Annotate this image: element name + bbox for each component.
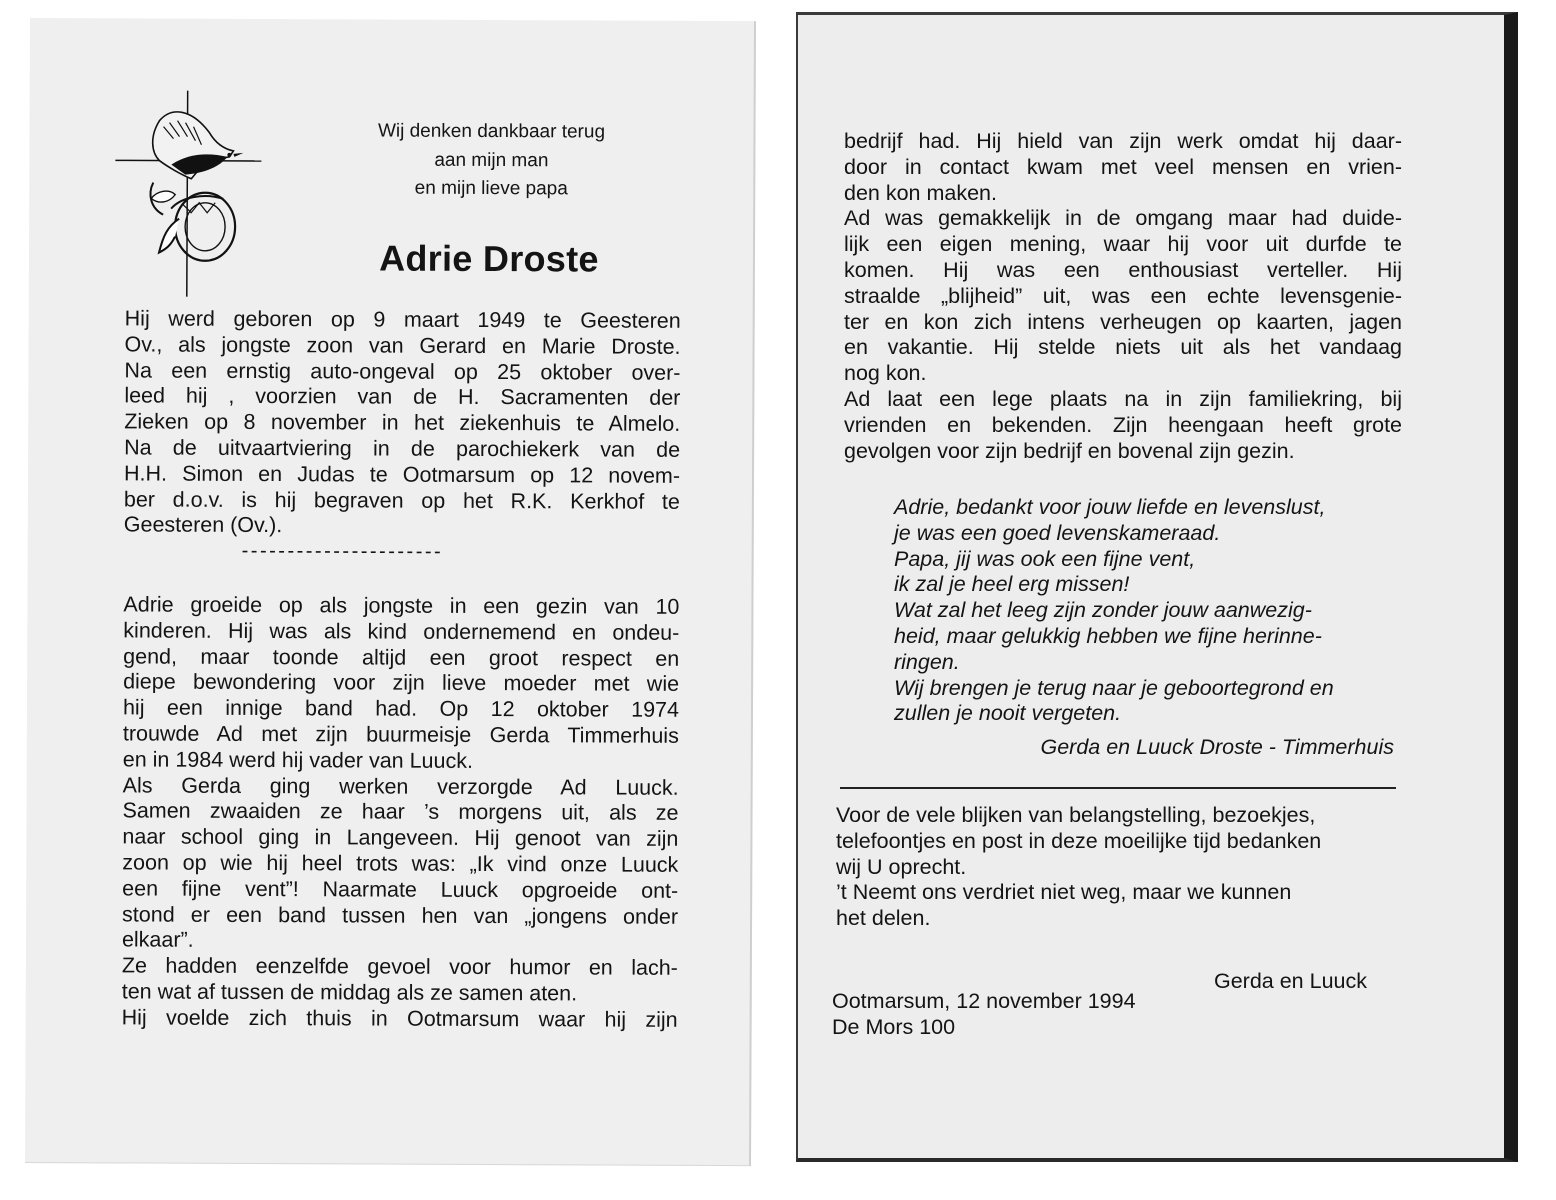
poem-line: ik zal je heel erg missen!	[894, 572, 1130, 597]
text-line: ter en kon zich intens verheugen op kaarten, jagen	[844, 309, 1402, 334]
poem-line: zullen je nooit vergeten.	[894, 701, 1122, 726]
text-line: H.H. Simon en Judas te Ootmarsum op 12 novem-	[123, 461, 681, 488]
text-line: nog kon.	[844, 361, 927, 386]
text-line: Na de uitvaartviering in de parochiekerk van de	[124, 435, 681, 462]
text-line: Geesteren (Ov.).	[123, 512, 283, 538]
text-line: door in contact kwam met veel mensen en vrien-	[844, 154, 1402, 179]
life-story-continued	[844, 129, 1402, 464]
cross-dove-horn-emblem	[111, 86, 272, 299]
text-line: Ov., als jongste zoon van Gerard en Marie Droste.	[124, 332, 681, 359]
text-line: ber d.o.v. is hij begraven op het R.K. Kerkhof te	[123, 486, 680, 514]
place-and-address	[832, 989, 1136, 1041]
poem-line: Adrie, bedankt voor jouw liefde en levenslust,	[894, 495, 1326, 519]
left-page	[25, 18, 756, 1166]
poem-signature: Gerda en Luuck Droste - Timmerhuis	[1040, 735, 1394, 759]
text-line: Voor de vele blijken van belangstelling, bezoekjes,	[836, 803, 1316, 827]
text-line: trouwde Ad met zijn buurmeisje Gerda Timmerhuis	[122, 721, 679, 748]
place-date: Ootmarsum, 12 november 1994	[832, 989, 1136, 1013]
text-line: Hij voelde zich thuis in Ootmarsum waar hij zijn	[121, 1005, 678, 1032]
poem-line: ringen.	[894, 649, 960, 674]
poem-line: je was een goed levenskameraad.	[894, 520, 1221, 545]
text-line: Adrie groeide op als jongste in een gezin van 10	[123, 592, 680, 619]
text-line: den kon maken.	[844, 180, 997, 205]
text-line: naar school ging in Langeveen. Hij genoot van zijn	[122, 824, 679, 852]
text-line: een fijne vent”! Naarmate Luuck opgroeide ont-	[122, 876, 679, 903]
dedication-line: aan mijn man	[434, 149, 549, 171]
text-line: wij U oprecht.	[836, 854, 967, 879]
thanks-paragraph	[836, 803, 1392, 932]
text-line: leed hij , voorzien van de H. Sacramenten der	[124, 383, 681, 411]
text-line: komen. Hij was een enthousiast verteller. Hij	[844, 257, 1402, 282]
text-line: en in 1984 werd hij vader van Luuck.	[122, 747, 474, 773]
separator-dashes: ----------------------	[241, 539, 444, 563]
text-line: lijk een eigen mening, waar hij voor uit durfde te	[844, 232, 1402, 257]
memorial-poem	[894, 495, 1398, 727]
family-signature: Gerda en Luuck	[1214, 969, 1367, 993]
poem-line: Wij brengen je terug naar je geboortegrond en	[894, 675, 1334, 700]
text-line: Ad was gemakkelijk in de omgang maar had duide-	[844, 206, 1402, 231]
address: De Mors 100	[832, 1014, 956, 1039]
text-line: elkaar”.	[121, 927, 194, 953]
text-line: vrienden en bekenden. Zijn heengaan heeft grote	[844, 412, 1402, 437]
text-line: Als Gerda ging werken verzorgde Ad Luuck.	[122, 772, 679, 800]
text-line: diepe bewondering voor zijn lieve moeder met wie	[123, 669, 680, 697]
text-line: en vakantie. Hij stelde niets uit als het vandaag	[844, 335, 1402, 360]
biography-paragraph	[124, 306, 681, 541]
poem-line: Wat zal het leeg zijn zonder jouw aanwezig-	[894, 598, 1312, 623]
text-line: telefoontjes en post in deze moeilijke tijd bedanken	[836, 828, 1322, 853]
text-line: kinderen. Hij was als kind ondernemend en ondeu-	[123, 618, 680, 645]
poem-line: heid, maar gelukkig hebben we fijne herinne-	[894, 623, 1322, 648]
horizontal-rule	[840, 787, 1396, 789]
text-line: zoon op wie hij heel trots was: „Ik vind onze Luuck	[122, 850, 679, 877]
text-line: stond er een band tussen hen van „jongens onder	[122, 901, 679, 929]
text-line: straalde „blijheid” uit, was een echte levensgenie-	[844, 283, 1402, 308]
text-line: bedrijf had. Hij hield van zijn werk omdat hij daar-	[844, 129, 1402, 153]
text-line: hij een innige band had. Op 12 oktober 1974	[122, 695, 680, 723]
deceased-name: Adrie Droste	[379, 237, 599, 280]
dedication	[349, 117, 633, 204]
poem-line: Papa, jij was ook een fijne vent,	[894, 546, 1196, 571]
right-page	[796, 12, 1518, 1162]
text-line: gend, maar toonde altijd een groot respect en	[123, 644, 680, 671]
dedication-line: Wij denken dankbaar terug	[377, 120, 606, 143]
text-line: het delen.	[836, 906, 931, 931]
text-line: Samen zwaaiden ze haar ’s morgens uit, als ze	[122, 798, 679, 826]
text-line: Na een ernstig auto-ongeval op 25 oktober over-	[124, 358, 681, 385]
text-line: Zieken op 8 november in het ziekenhuis te Almelo.	[124, 409, 681, 437]
dedication-line: en mijn lieve papa	[414, 177, 568, 200]
text-line: Ze hadden eenzelfde gevoel voor humor en lach-	[121, 953, 678, 980]
text-line: Ad laat een lege plaats na in zijn familiekring, bij	[844, 386, 1402, 411]
text-line: Hij werd geboren op 9 maart 1949 te Geesteren	[124, 306, 681, 333]
life-story-paragraph	[122, 592, 680, 1033]
text-line: gevolgen voor zijn bedrijf en bovenal zijn gezin.	[844, 438, 1295, 463]
text-line: ten wat af tussen de middag als ze samen aten.	[121, 979, 578, 1006]
text-line: ’t Neemt ons verdriet niet weg, maar we kunnen	[836, 880, 1292, 905]
